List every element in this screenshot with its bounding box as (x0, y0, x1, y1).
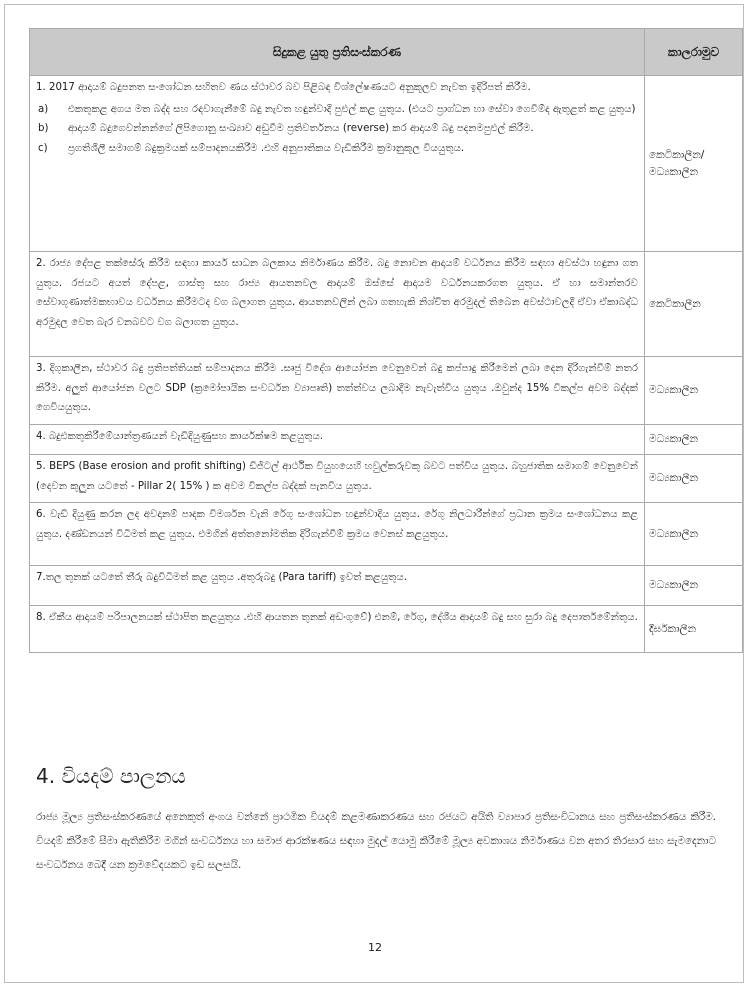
table-row (30, 503, 743, 566)
page-number: 12 (368, 941, 382, 954)
table-row (30, 606, 743, 653)
reform-cell: 2. රාජ්‍ය දේපළ තක්සේරු කිරීම සඳහා කාර්ය සාධන බලකාය නිර්මාණය කිරීම. බදු නොවන ආදායම් වර්ධනය කිරීම සඳහා අවස්ථා හඳුනා ගත යුතුය. රජයට අයත් දේපළ, ගාස්තු සහ රාජ්‍ය ආයතනවල ආදායම් ඔස්සේ ආදායම වර්ධනයකරගත යුතුය. ඒ හා සමාන්තරව සේවාගුණාත්මකභාවය වර්ධනය කිරීමටද වග බලාගත යුතුය. ආයතනවලින් ලබා ගතහැකි නිශ්චිත අරමුදල් තිබෙන අවස්ථාවලදී ඒවා ඒකාබද්ධ අරමුදල වෙත බැර වනබවට වග බලාගත යුතුය. (30, 252, 645, 357)
timeframe-cell: කෙටිකාලීන (645, 252, 743, 357)
table-row (30, 566, 743, 606)
sub-item: a) එකතුකළ අගය මත බද්ද සහ රඳවාගැනීමේ බදු නැවත හඳුන්වාදී පුළුල් කළ යුතුය. (එයට ප්‍රාග්ධන හා සේවා ගෙවීම්ද ඇතුළත් කළ යුතුය) (38, 103, 636, 115)
reform-cell (30, 76, 645, 252)
sub-item-list (36, 100, 638, 159)
sub-item: b) ආදායම් බදුගෙවන්නන්ගේ ලිපිගොනු සංඛ්‍යාව අඩුවීම ප්‍රතිවර්තනය (reverse) කර ආදායම් බදු පදනමපුළුල් කිරීම. (38, 123, 534, 135)
header-timeframe: කාලරාමුව (645, 29, 743, 76)
header-reforms: සිදුකළ යුතු ප්‍රතිසංස්කරණ (30, 29, 645, 76)
section-heading: 4. වියදම් පාලනය (36, 764, 186, 788)
table-header-row (30, 29, 743, 76)
table-row (30, 76, 743, 252)
table-row (30, 252, 743, 357)
timeframe-cell: මධ්‍යකාලීන (645, 566, 743, 606)
reform-cell: 3. දිගුකාලීන, ස්ථාවර බදු ප්‍රතිපත්තියක් සම්පාදනය කිරීම .සෘජු විදේශ ආයෝජන වෙනුවෙන් බදු කප්පාදු කිරීමෙන් ලබා දෙන දිරිගැන්වීම් නතර කිරීම. අලුත් ආයෝජන වලට SDP (ක්‍රමෝපායික සංවර්ධන ව්‍යාපෘති) තත්ත්වය ලබාදීම නැවැත්විය යුතුය .ඔවුන්ද 15% විකල්ප අවම බද්දක් ගෙවියයුතුය. (30, 357, 645, 425)
reform-cell: 5. BEPS (Base erosion and profit shifting) ඩිජිටල් ආර්ථික වියුහයෙහි හවුල්කරුවකු බවට පත්විය යුතුය. බහුජාතික සමාගම් වෙනුවෙන් (දෙවන කුලුන යටතේ - Pillar 2( 15% ) ක අවම විකල්ප බද්දක් පැනවිය යුතුය. (30, 455, 645, 503)
table-row (30, 425, 743, 455)
reforms-table (29, 28, 743, 653)
reform-cell: 4. බදුඑකතුකිරීමේයාන්ත්‍රණයන් වැඩිදියුණුසහ කාර්යක්ෂම කළයුතුය. (30, 425, 645, 455)
timeframe-cell: මධ්‍යකාලීන (645, 425, 743, 455)
sub-item: c) ප්‍රගතිශීලී සමාගම් බදුක්‍රමයක් සම්පාදනයකිරීම .එහි අනුපාතිකය වැඩිකිරීම ක්‍රමානුකූල වියයුතුය. (38, 142, 465, 154)
section-paragraph: රාජ්‍ය මූල්‍ය ප්‍රතිසංස්කරණයේ අනෙකුත් අංගය වන්නේ ප්‍රාථමික වියදම් කළමණාකරණය සහ රජයට අයිති ව්‍යාපාර ප්‍රතිසංවිධානය සහ ප්‍රතිසංස්කරණය කිරීම. වියදම් කිරීමේ සීමා ඇතිකිරීම මගින් සංවර්ධනය හා සමාජ ආරක්ෂණය සඳහා මුදල් යොමු කිරීමේ මූල්‍ය අවකාශය නිර්මාණය වන අතර තිරසාර සහ සැමදෙනාට සංවර්ධනය බෙදී යන ක්‍රමවේදයකට ඉඩ සලසයි. (36, 811, 716, 871)
table-row (30, 455, 743, 503)
timeframe-cell: මධ්‍යකාලීන (645, 455, 743, 503)
table-row (30, 357, 743, 425)
timeframe-cell: මධ්‍යකාලීන (645, 503, 743, 566)
timeframe-cell: දීර්ඝකාලීන (645, 606, 743, 653)
timeframe-cell: කෙටිකාලීන/ මධ්‍යකාලීන (645, 76, 743, 252)
reform-cell: 8. ඒකීය ආදායම් පරිපාලනයක් ස්ථාපිත කළයුතුය .එහි ආයතන තුනක් අඩංගුවේ) එනම්, රේගු, දේශීය ආදායම් බදු සහ සුරා බදු දෙපාර්තමේන්තුය. (30, 606, 645, 653)
reform-cell: 6. වැඩි දියුණු කරන ලද අවදානම් පාදක විමර්ශන වැනි රේගු සංශෝධන හඳුන්වාදිය යුතුය. රේගු නිලධාරීන්ගේ ප්‍රධාන ක්‍රමය සංශෝධනය කළ යුතුය. දණ්ඩනයන් විධිමත් කළ යුතුය. එමගින් අත්තනෝමතික දිරිගැන්වීම් ක්‍රමය වෙනස් කළයුතුය. (30, 503, 645, 566)
reform-text: 1. 2017 ආදායම් බදුපනත සංශෝධන සහිතව ණය ස්ථාවර බව පිළිබඳ විශ්ලේෂණයට අනුකූලව නැවත ඉදිරිපත් කිරීම. (36, 82, 531, 93)
reform-cell: 7.තල තුනක් යටතේ තීරු බදුවිධිමත් කළ යුතුය .අතුරුබදු (Para tariff) ඉවත් කළයුතුය. (30, 566, 645, 606)
timeframe-cell: මධ්‍යකාලීන (645, 357, 743, 425)
